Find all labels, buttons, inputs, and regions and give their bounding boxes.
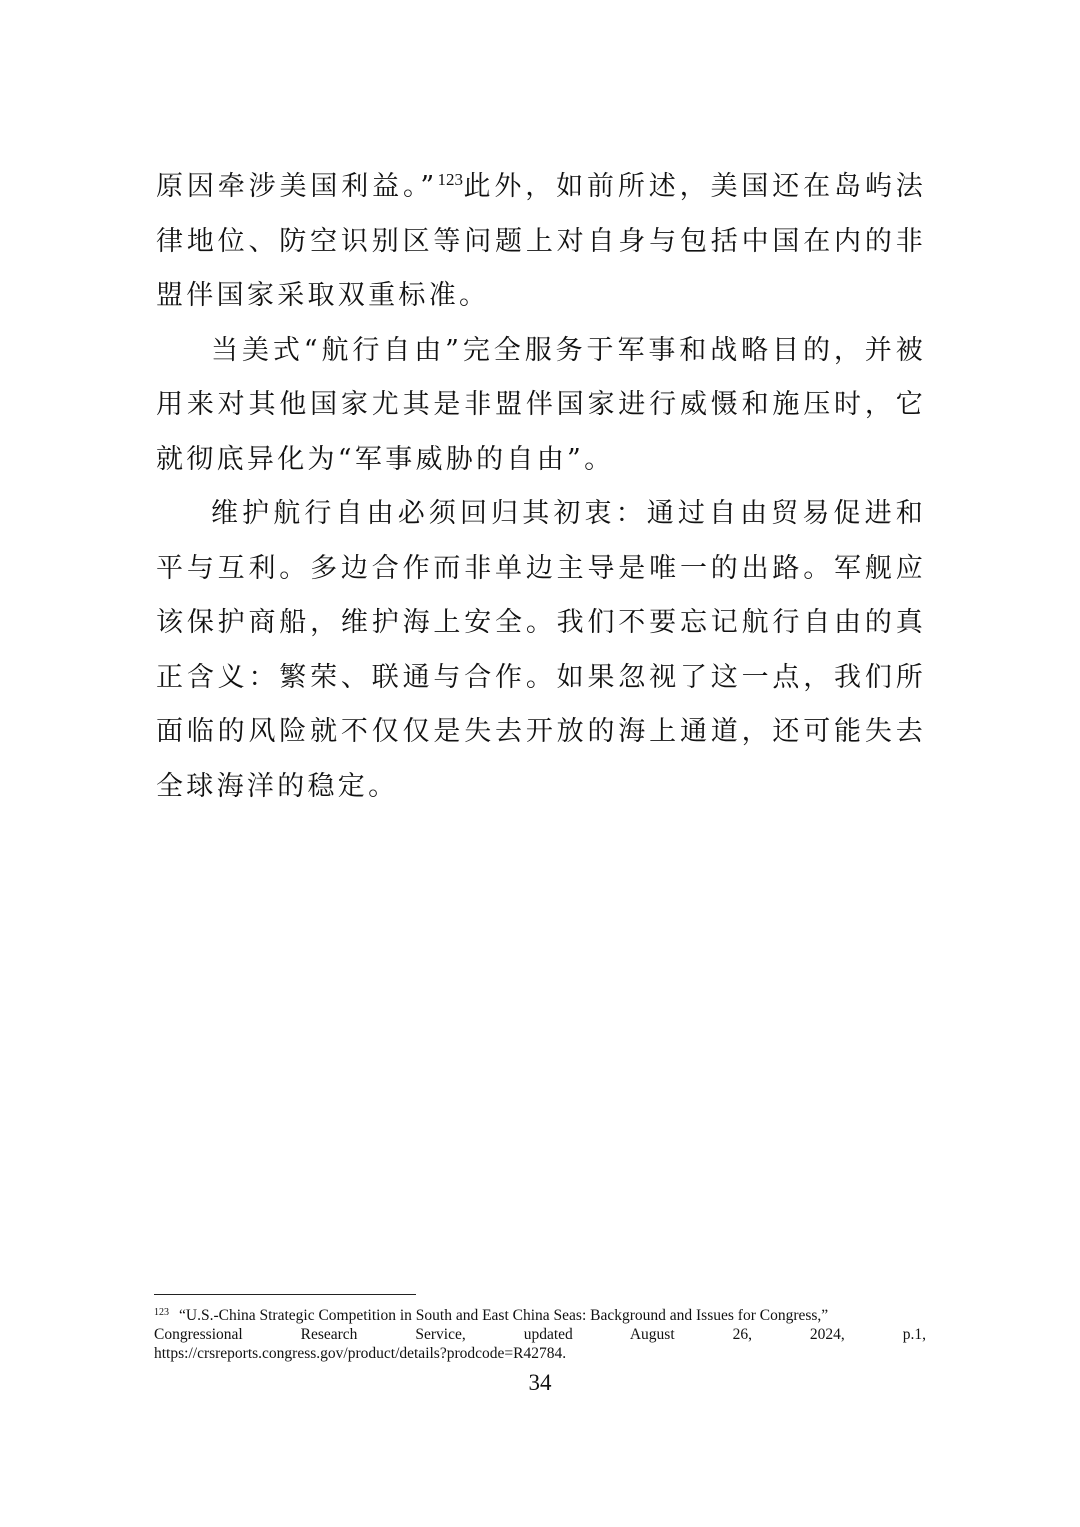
footnote-separator — [154, 1294, 416, 1295]
paragraph-1 — [156, 160, 926, 324]
body-text — [156, 160, 926, 814]
paragraph-1-text-after-ref: 此外，如前所述，美国还在岛屿法律地位、防空识别区等问题上对自身与包括中国在内的非盟伴国家采取双重标准。 — [156, 171, 926, 311]
page-number: 34 — [528, 1370, 552, 1395]
footnote-reference-123[interactable]: 123 — [437, 170, 463, 189]
footnote-line-2: Congressional Research Service, updated August 26, 2024, p.1, — [154, 1326, 926, 1343]
footnote-url-link[interactable]: https://crsreports.congress.gov/product/details?prodcode=R42784. — [154, 1345, 567, 1362]
paragraph-2: 当美式“航行自由”完全服务于军事和战略目的，并被用来对其他国家尤其是非盟伴国家进行威慑和施压时，它就彻底异化为“军事威胁的自由”。 — [156, 334, 926, 475]
footnote-123 — [154, 1306, 926, 1363]
footnote-mark: 123 — [154, 1307, 169, 1318]
footnote-line-1 — [154, 1307, 828, 1324]
paragraph-3: 维护航行自由必须回归其初衷：通过自由贸易促进和平与互利。多边合作而非单边主导是唯一的出路。军舰应该保护商船，维护海上安全。我们不要忘记航行自由的真正含义：繁荣、联通与合作。如果忽视了这一点，我们所面临的风险就不仅仅是失去开放的海上通道，还可能失去全球海洋的稳定。 — [156, 498, 926, 802]
footnote-citation-title: “U.S.-China Strategic Competition in South and East China Seas: Background and Issues for Congress,” — [179, 1307, 829, 1324]
paragraph-1-text-before-ref: 原因牵涉美国利益。” — [156, 171, 438, 202]
